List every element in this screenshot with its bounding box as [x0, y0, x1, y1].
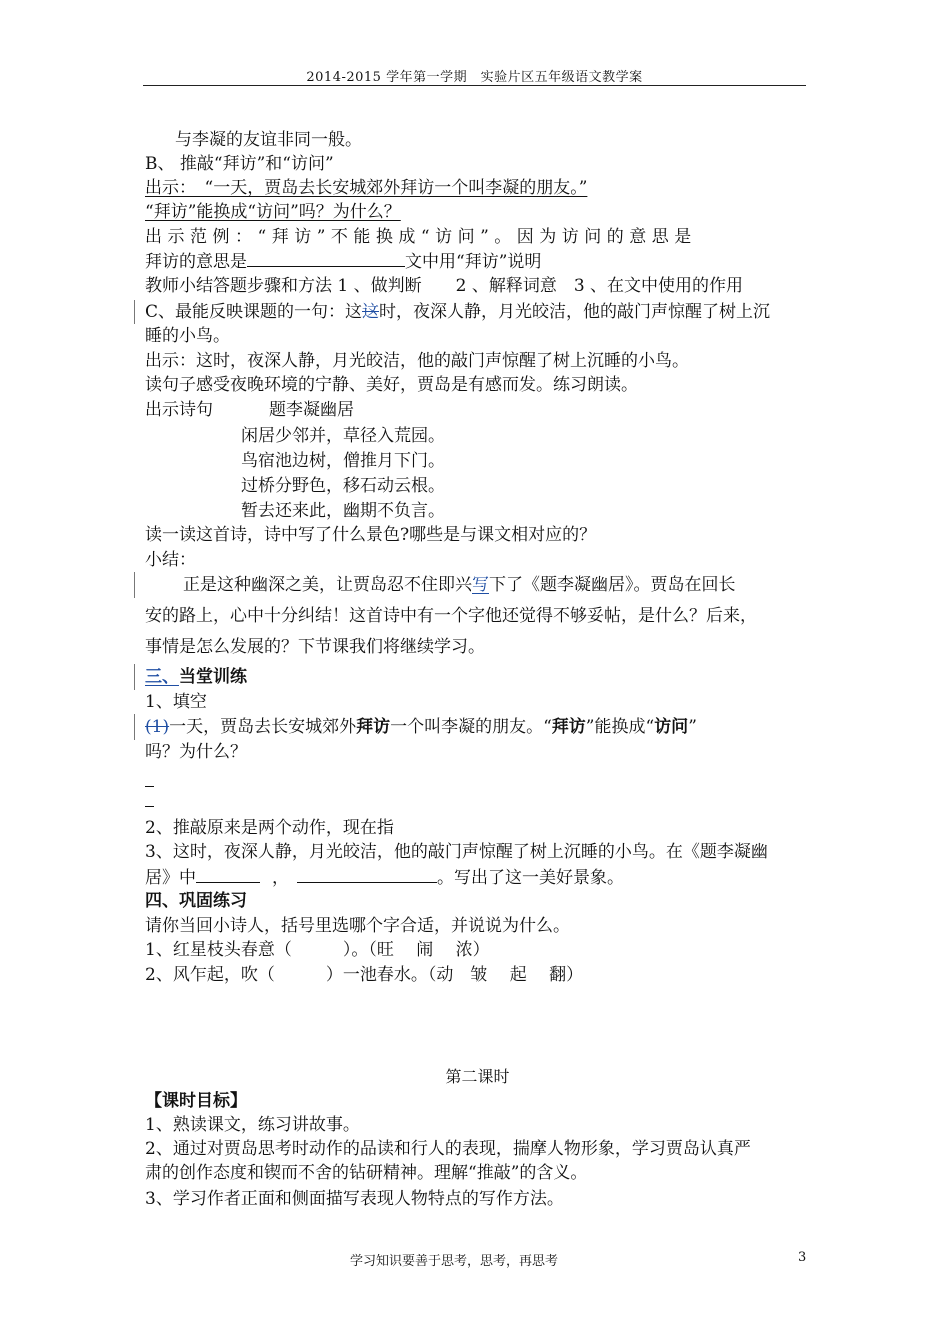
text-line: 小结：	[145, 550, 196, 570]
poem-line: 鸟宿池边树，僧推月下门。	[241, 451, 445, 471]
text-line: 睡的小鸟。	[145, 326, 230, 346]
text-line: 出示范例：“拜访”不能换成“访问”。因为访问的意思是	[145, 227, 697, 247]
text-line: 教师小结答题步骤和方法 1 、做判断 2 、解释词意 3 、在文中使用的作用	[145, 276, 744, 296]
answer-line	[145, 806, 154, 807]
header-rule	[143, 85, 806, 86]
fill-blank	[297, 865, 437, 883]
bold-word: 拜访	[356, 717, 391, 737]
lesson-heading: 第二课时	[445, 1067, 510, 1086]
text-line	[145, 398, 354, 422]
text-line	[145, 249, 541, 274]
text-line: 与李凝的友谊非同一般。	[175, 130, 362, 150]
text-span: 下了《题李凝幽居》。贾岛在回长	[489, 575, 736, 595]
text-span: ，	[272, 868, 289, 888]
text-span: 拜访的意思是	[145, 252, 247, 272]
text-line	[183, 573, 736, 597]
text-line: 出示： “一天，贾岛去长安城郊外拜访一个叫李凝的朋友。”	[145, 178, 588, 198]
bold-word: 访问	[654, 717, 689, 737]
revision-bracket	[134, 664, 141, 690]
text-line: 2、推敲原来是两个动作，现在指	[145, 818, 394, 838]
text-line	[145, 715, 697, 739]
bold-word: 拜访	[551, 717, 586, 737]
text-line: 3、这时，夜深人静，月光皎洁，他的敲门声惊醒了树上沉睡的小鸟。在《题李凝幽	[145, 842, 768, 862]
text-line: 1、填空	[145, 692, 207, 712]
text-span: 时，夜深人静，月光皎洁，他的敲门声惊醒了树上沉	[379, 302, 771, 322]
text-line: 1、熟读课文，练习讲故事。	[145, 1115, 360, 1135]
text-line: 出示：这时，夜深人静，月光皎洁，他的敲门声惊醒了树上沉睡的小鸟。	[145, 351, 689, 371]
text-span: 当堂训练	[179, 667, 247, 687]
text-span: 一个叫李凝的朋友。“	[390, 717, 552, 737]
section-heading: 四、巩固练习	[145, 891, 247, 911]
poem-line: 闲居少邻并，草径入荒园。	[241, 426, 445, 446]
text-span: C、最能反映课题的一句：这	[145, 302, 363, 322]
text-line: 读句子感受夜晚环境的宁静、美好，贾岛是有感而发。练习朗读。	[145, 375, 638, 395]
page-header: 2014-2015 学年第一学期 实验片区五年级语文教学案	[306, 70, 643, 85]
text-span: ”	[688, 717, 697, 737]
text-line: 2、风乍起，吹（ ）一池春水。（动 皱 起 翻）	[145, 965, 584, 985]
text-line	[145, 865, 624, 890]
poem-title: 题李凝幽居	[269, 400, 354, 420]
text-line: 3、学习作者正面和侧面描写表现人物特点的写作方法。	[145, 1189, 564, 1209]
text-span: 出示诗句	[145, 400, 213, 420]
text-line: 请你当回小诗人，括号里选哪个字合适，并说说为什么。	[145, 916, 570, 936]
revision-mark: 这	[362, 302, 380, 322]
revision-mark: 写	[472, 575, 489, 595]
text-span: 居》中	[145, 868, 196, 888]
text-line	[145, 300, 770, 324]
text-line: 2、通过对贾岛思考时动作的品读和行人的表现，揣摩人物形象，学习贾岛认真严	[145, 1139, 751, 1159]
revision-bracket	[134, 714, 141, 740]
text-line: 肃的创作态度和锲而不舍的钻研精神。理解“推敲”的含义。	[145, 1163, 588, 1183]
revision-bracket	[134, 572, 141, 598]
text-span: 一天，贾岛去长安城郊外	[169, 717, 357, 737]
revision-mark: 三、	[145, 667, 179, 687]
text-line: 1、红星枝头春意（ ）。（旺 闹 浓）	[145, 940, 490, 960]
fill-blank	[247, 249, 405, 267]
text-line: 吗？为什么？	[145, 742, 247, 762]
fill-blank	[196, 865, 260, 883]
text-span: ”能换成“	[585, 717, 655, 737]
text-line: B、 推敲“拜访”和“访问”	[145, 154, 334, 174]
text-span: 正是这种幽深之美，让贾岛忍不住即兴	[183, 575, 472, 595]
text-span: 文中用“拜访”说明	[405, 252, 542, 272]
text-line: 读一读这首诗，诗中写了什么景色?哪些是与课文相对应的？	[145, 525, 597, 545]
page-footer: 学习知识要善于思考，思考，再思考	[350, 1254, 559, 1269]
text-line: “拜访”能换成“访问”吗？为什么？	[145, 202, 401, 222]
text-span: 。写出了这一美好景象。	[437, 868, 624, 888]
section-heading: 【课时目标】	[145, 1091, 247, 1111]
section-heading	[145, 665, 247, 689]
poem-line: 暂去还来此，幽期不负言。	[241, 501, 445, 521]
revision-mark: (1)	[145, 717, 170, 737]
poem-line: 过桥分野色，移石动云根。	[241, 476, 445, 496]
text-line: 事情是怎么发展的？下节课我们将继续学习。	[145, 637, 485, 657]
page-number: 3	[798, 1250, 807, 1265]
answer-line	[145, 786, 154, 787]
revision-bracket	[134, 300, 141, 324]
text-line: 安的路上，心中十分纠结！这首诗中有一个字他还觉得不够妥帖，是什么？后来，	[145, 606, 757, 626]
